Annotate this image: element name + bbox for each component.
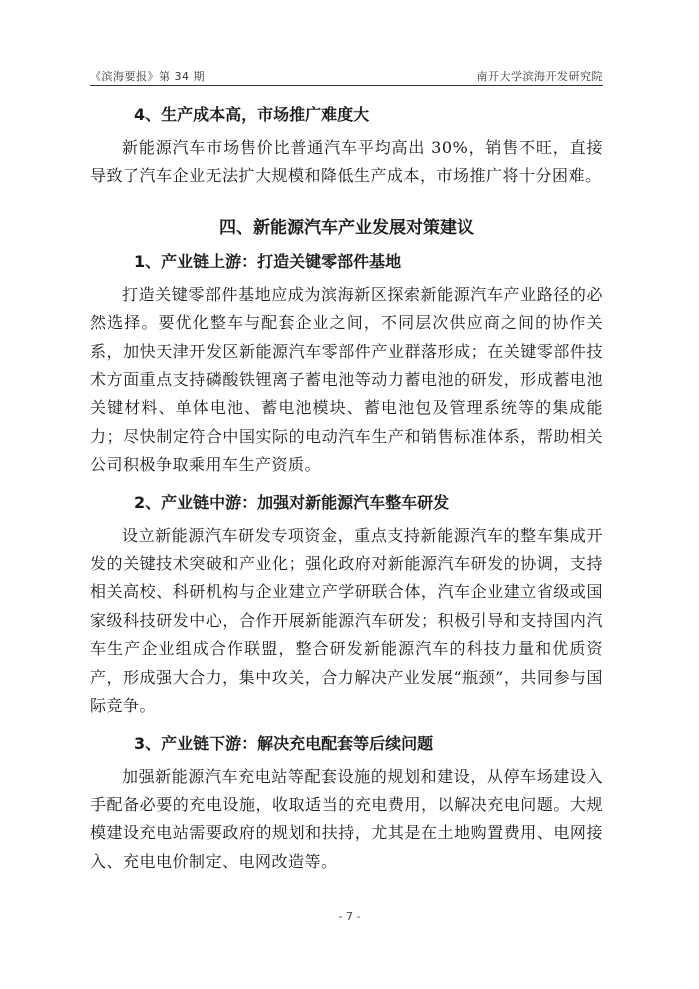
page-number: - 7 - [338, 910, 361, 923]
subsection-title-downstream: 3、产业链下游：解决充电配套等后续问题 [134, 733, 434, 753]
subsection-title-cost: 4、生产成本高，市场推广难度大 [134, 105, 370, 124]
paragraph-downstream: 加强新能源汽车充电站等配套设施的规划和建设，从停车场建设入手配备必要的充电设施，收取适当的充电费用，以解决充电问题。大规模建设充电站需要政府的规划和扶持，尤其是在土地购置费用、电网接入、充电电价制定、电网改造等。 [90, 766, 603, 871]
header-institution: 南开大学滨海开发研究院 [476, 70, 603, 83]
header-divider [90, 85, 603, 86]
subsection-title-midstream: 2、产业链中游：加强对新能源汽车整车研发 [134, 492, 450, 512]
document-body [90, 100, 603, 876]
paragraph-cost: 新能源汽车市场售价比普通汽车平均高出 30%，销售不旺，直接导致了汽车企业无法扩大规模和降低生产成本，市场推广将十分困难。 [90, 138, 603, 186]
paragraph-midstream: 设立新能源汽车研发专项资金，重点支持新能源汽车的整车集成开发的关键技术突破和产业化；强化政府对新能源汽车研发的协调，支持相关高校、科研机构与企业建立产学研联合体，汽车企业建立省级或国家级科技研发中心，合作开展新能源汽车研发；积极引导和支持国内汽车生产企业组成合作联盟，整合研发新能源汽车的科技力量和优质资产，形成强大合力，集中攻关，合力解决产业发展“瓶颈”，共同参与国际竞争。 [90, 525, 603, 716]
subsection-title-upstream: 1、产业链上游：打造关键零部件基地 [134, 251, 402, 271]
header-publication: 《滨海要报》第 34 期 [90, 70, 205, 83]
paragraph-upstream: 打造关键零部件基地应成为滨海新区探索新能源汽车产业路径的必然选择。要优化整车与配套企业之间，不同层次供应商之间的协作关系，加快天津开发区新能源汽车零部件产业群落形成；在关键零部件技术方面重点支持磷酸铁锂离子蓄电池等动力蓄电池的研发，形成蓄电池关键材料、单体电池、蓄电池模块、蓄电池包及管理系统等的集成能力；尽快制定符合中国实际的电动汽车生产和销售标准体系，帮助相关公司积极争取乘用车生产资质。 [90, 284, 603, 475]
section-title-suggestions: 四、新能源汽车产业发展对策建议 [219, 217, 474, 238]
